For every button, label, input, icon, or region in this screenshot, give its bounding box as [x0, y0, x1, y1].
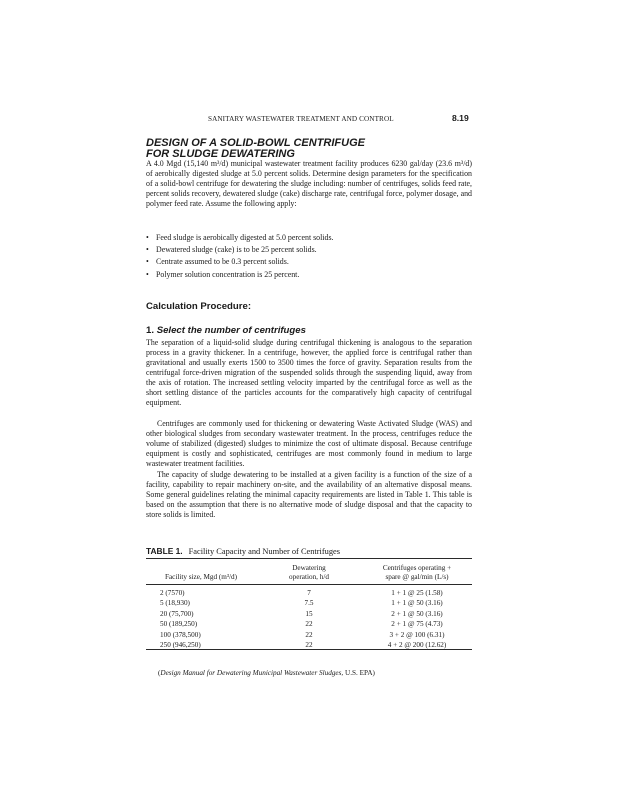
table-caption [146, 546, 340, 556]
bullet-icon: • [146, 233, 149, 242]
table-cell: 1 + 1 @ 25 (1.58) [391, 589, 443, 597]
step-number: 1. [146, 325, 155, 336]
table-cell: 22 [305, 641, 313, 649]
step-1-paragraph-2: Centrifuges are commonly used for thickening or dewatering Waste Activated Sludge (WAS) and other biological sludges from secondary wastewater treatment. In the process, centrifuges reduce the volume of stabilized (digested) sludges to minimize the cost of ultimate disposal. Because centrifuge equipment is costly and sophisticated, centrifuges are most commonly found in medium to large wastewater treatment facilities. [146, 419, 472, 469]
step-1-paragraph-3: The capacity of sludge dewatering to be installed at a given facility is a function of the size of a facility, capability to repair machinery on-site, and the availability of an alternative disposal means. Some general guidelines relating the minimal capacity requirements are listed in Table 1. This table is based on the assumption that there is no alternative mode of sludge disposal and that the capacity to store solids is limited. [146, 470, 472, 520]
source-agency: U.S. EPA [345, 669, 373, 677]
source-title: Design Manual for Dewatering Municipal Wastewater Sludges, [160, 669, 344, 677]
assumptions-list [146, 232, 472, 281]
running-head: SANITARY WASTEWATER TREATMENT AND CONTROL [208, 115, 394, 123]
table-header-rule [146, 584, 472, 585]
table-cell: 4 + 2 @ 200 (12.62) [387, 641, 447, 649]
section-title-line-1: DESIGN OF A SOLID-BOWL CENTRIFUGE [146, 137, 365, 149]
table-cell: 2 (7570) [160, 589, 185, 597]
section-title [146, 138, 365, 160]
step-1-heading [146, 325, 306, 336]
column-header-centrifuges: Centrifuges operating + spare @ gal/min (L/s) [382, 564, 452, 582]
list-item [146, 232, 472, 244]
table-cell: 100 (378,500) [160, 630, 201, 639]
table-cell: 2 + 1 @ 50 (3.16) [391, 609, 443, 618]
table-title: Facility Capacity and Number of Centrifuges [188, 547, 341, 556]
list-item-text: Polymer solution concentration is 25 percent. [156, 269, 300, 279]
list-item-text: Dewatered sludge (cake) is to be 25 percent solids. [156, 245, 317, 255]
table-cell: 3 + 2 @ 100 (6.31) [389, 630, 445, 639]
table-cell: 50 (189,250) [160, 620, 198, 629]
table-cell: 22 [305, 630, 313, 639]
table-bottom-rule [146, 649, 472, 650]
section-title-line-2: FOR SLUDGE DEWATERING [146, 148, 295, 160]
page-number: 8.19 [452, 113, 469, 123]
bullet-icon: • [146, 269, 149, 279]
table-top-rule [146, 558, 472, 559]
table-cell: 1 + 1 @ 50 (3.16) [391, 599, 443, 608]
table-cell: 7 [307, 589, 311, 597]
table-cell: 15 [305, 609, 313, 618]
intro-paragraph: A 4.0 Mgd (15,140 m³/d) municipal wastewater treatment facility produces 6230 gal/day (23.6 m³/d) of aerobically digested sludge at 5.0 percent solids. Determine design parameters for the specification of a solid-bowl centrifuge for dewatering the sludge including: number of centrifuges, solids feed rate, percent solids recovery, dewatered sludge (cake) discharge rate, centrifugal force, polymer dosage, and polymer feed rate. Assume the following apply: [146, 159, 472, 209]
table-label: TABLE 1. [146, 546, 183, 556]
bullet-icon: • [146, 245, 149, 255]
table-cell: 250 (946,250) [160, 641, 201, 649]
list-item [146, 269, 472, 281]
list-item [146, 256, 472, 268]
table-cell: 2 + 1 @ 75 (4.73) [391, 620, 443, 629]
table-cell: 7.5 [304, 599, 314, 608]
table-cell: 20 (75,700) [160, 609, 194, 618]
table-source: (Design Manual for Dewatering Municipal Wastewater Sludges, U.S. EPA) [158, 669, 375, 677]
bullet-icon: • [146, 257, 149, 267]
list-item [146, 244, 472, 256]
calculation-heading: Calculation Procedure: [146, 301, 252, 312]
table-cell: 5 (18,930) [160, 599, 190, 608]
step-title: Select the number of centrifuges [156, 325, 306, 336]
list-item-text: Feed sludge is aerobically digested at 5.0 percent solids. [156, 233, 334, 242]
list-item-text: Centrate assumed to be 0.3 percent solids. [156, 257, 289, 267]
column-header-operation: Dewatering operation, h/d [289, 564, 329, 582]
step-1-paragraph-1: The separation of a liquid-solid sludge during centrifugal thickening is analogous to the separation process in a gravity thickener. In a centrifuge, however, the applied force is centrifugal rather than gravitational and usually exerts 1500 to 3500 times the force of gravity. Separation results from the centrifugal force-driven migration of the suspended solids through the suspending liquid, away from the axis of rotation. The increased settling velocity imparted by the centrifugal force as well as the short settling distance of the particles accounts for the comparatively high capacity of centrifugal equipment. [146, 338, 472, 408]
column-header-facility: Facility size, Mgd (m³/d) [164, 573, 238, 582]
table-cell: 22 [305, 620, 313, 629]
